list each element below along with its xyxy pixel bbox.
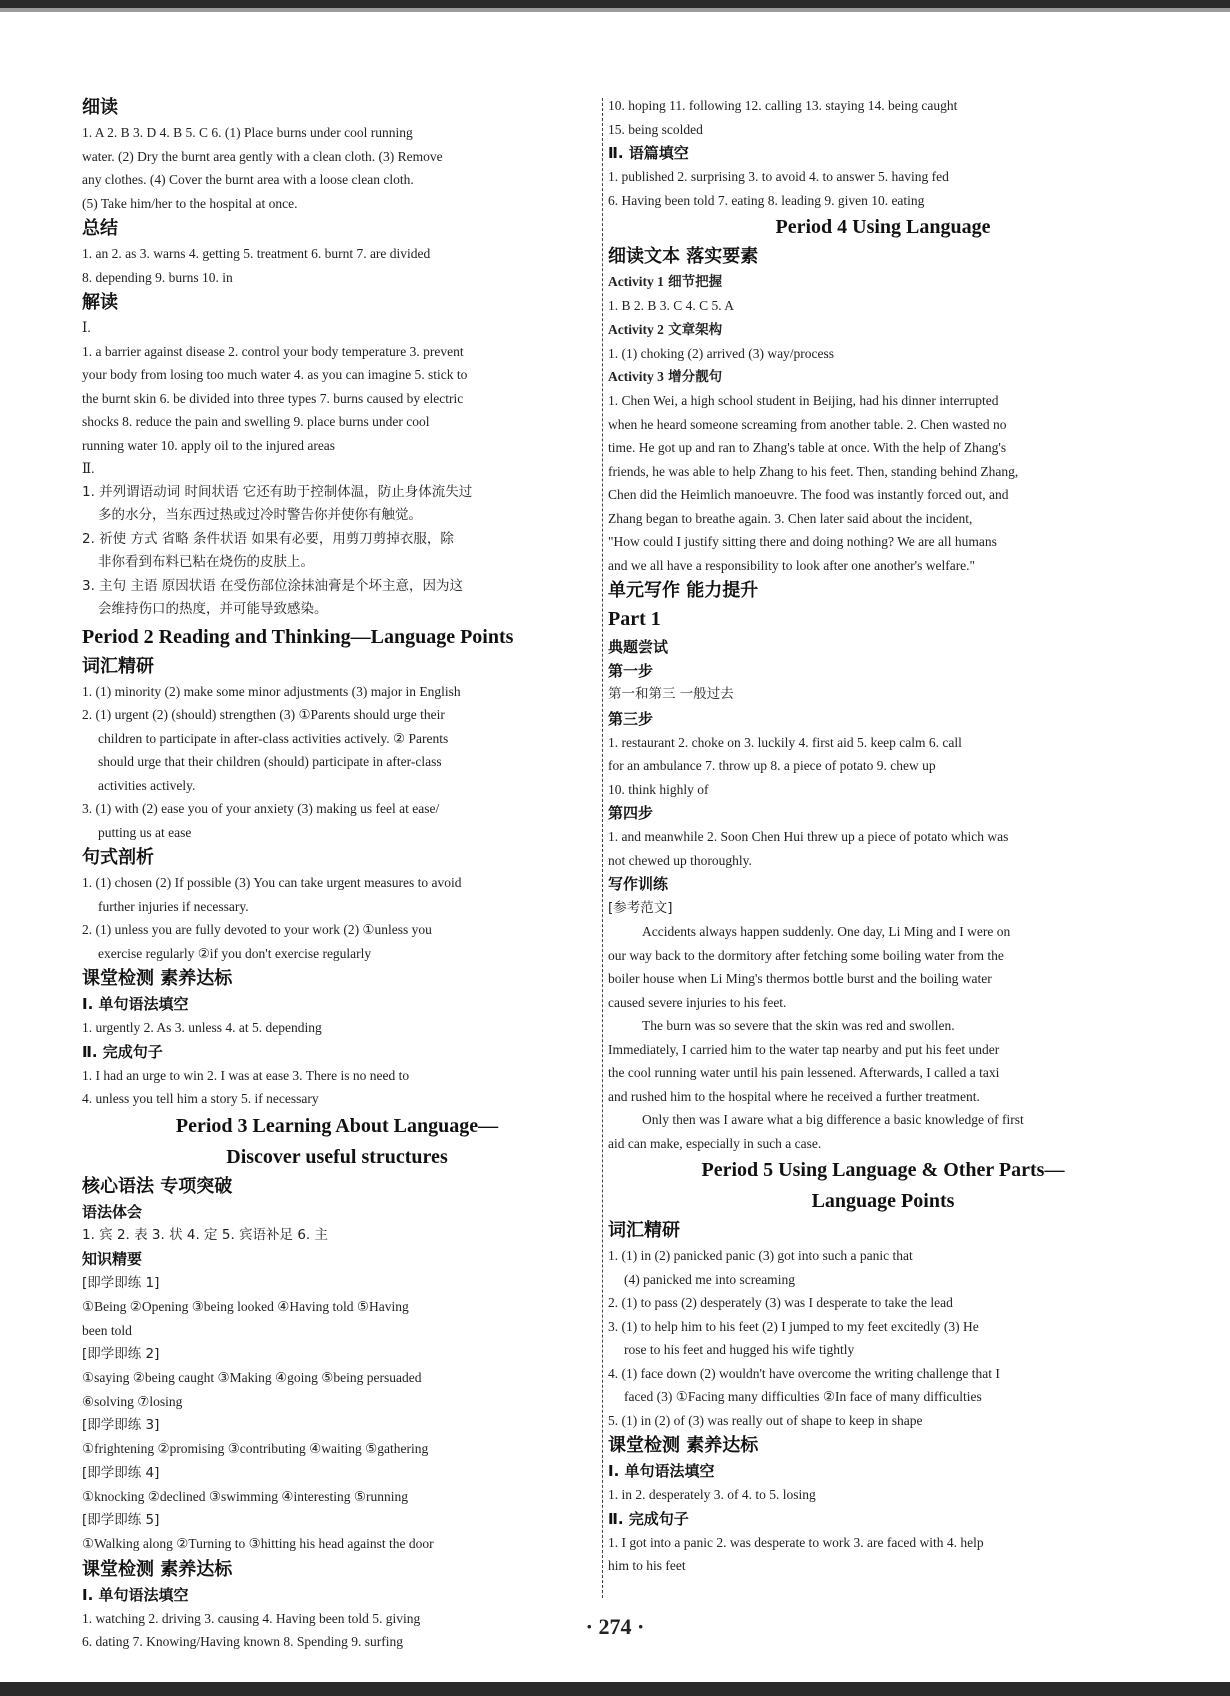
answer-line: 1. 并列谓语动词 时间状语 它还有助于控制体温，防止身体流失过	[82, 483, 473, 500]
answer-line: and rushed him to the hospital where he received a further treatment.	[608, 1088, 980, 1104]
answer-line: the burnt skin 6. be divided into three types 7. burns caused by electric	[82, 390, 464, 406]
activity-label	[608, 365, 1158, 389]
activity-number: Activity 1	[608, 274, 664, 289]
subsection-heading: Ⅱ. 完成句子	[82, 1042, 163, 1061]
answer-line: 6. dating 7. Knowing/Having known 8. Spending 9. surfing	[82, 1634, 403, 1649]
subsection-heading: Ⅰ. 单句语法填空	[608, 1462, 715, 1480]
answer-line: not chewed up thoroughly.	[608, 852, 752, 868]
answer-line: 10. think highly of	[608, 781, 709, 797]
period-title: Period 2 Reading and Thinking—Language Points	[82, 625, 514, 648]
answer-line: shocks 8. reduce the pain and swelling 9. place burns under cool	[82, 414, 430, 429]
answer-line: 15. being scolded	[608, 121, 703, 137]
section-heading: 课堂检测 素养达标	[82, 1558, 233, 1580]
answer-line: 1. 宾 2. 表 3. 状 4. 定 5. 宾语补足 6. 主	[82, 1226, 328, 1243]
answer-line: our way back to the dormitory after fetching some boiling water from the	[608, 947, 1004, 963]
section-heading: 核心语法 专项突破	[82, 1175, 233, 1197]
answer-line: him to his feet	[608, 1558, 686, 1573]
bottom-scan-edge	[0, 1682, 1230, 1696]
answer-line: ①knocking ②declined ③swimming ④interesting ⑤running	[82, 1488, 408, 1504]
bracket-label: [即学即练 2]	[82, 1346, 160, 1362]
activity-label	[608, 270, 1158, 294]
answer-line: aid can make, especially in such a case.	[608, 1135, 822, 1151]
period-title: Period 4 Using Language	[775, 216, 991, 238]
period-title: Discover useful structures	[226, 1145, 448, 1168]
subsection-heading: 第一步	[608, 662, 654, 680]
answer-line: 1. urgently 2. As 3. unless 4. at 5. depending	[82, 1020, 322, 1035]
answer-line: ①Walking along ②Turning to ③hitting his head against the door	[82, 1536, 434, 1551]
answer-line: 2. (1) to pass (2) desperately (3) was I desperate to take the lead	[608, 1295, 953, 1310]
answer-line: rose to his feet and hugged his wife tightly	[624, 1342, 855, 1357]
essay-line: Only then was I aware what a big difference a basic knowledge of first	[642, 1112, 1024, 1127]
answer-line: faced (3) ①Facing many difficulties ②In face of many difficulties	[624, 1389, 982, 1404]
answer-line: exercise regularly ②if you don't exercise regularly	[98, 945, 372, 961]
answer-line: 4. unless you tell him a story 5. if necessary	[82, 1091, 319, 1106]
part-title: Part 1	[608, 608, 661, 630]
activity-title: 增分靓句	[668, 369, 723, 385]
section-heading: 细读文本 落实要素	[608, 246, 759, 267]
answer-line: 1. and meanwhile 2. Soon Chen Hui threw up a piece of potato which was	[608, 829, 1009, 844]
essay-line: Accidents always happen suddenly. One day, Li Ming and I were on	[642, 924, 1011, 939]
subsection-heading: 写作训练	[608, 875, 669, 893]
column-divider	[602, 98, 603, 1598]
bracket-label: [即学即练 4]	[82, 1464, 160, 1481]
answer-line: 1. Chen Wei, a high school student in Beijing, had his dinner interrupted	[608, 393, 999, 408]
activity-title: 文章架构	[668, 321, 723, 338]
answer-line: water. (2) Dry the burnt area gently with a clean cloth. (3) Remove	[82, 148, 443, 164]
bracket-label: [即学即练 3]	[82, 1417, 160, 1433]
section-heading: 课堂检测 素养达标	[608, 1435, 759, 1456]
answer-line: Ⅰ.	[82, 320, 91, 335]
answer-line: 1. I had an urge to win 2. I was at ease 3. There is no need to	[82, 1067, 410, 1083]
answer-line: 多的水分，当东西过热或过冷时警告你并使你有触觉。	[98, 507, 422, 523]
answer-line: ①saying ②being caught ③Making ④going ⑤being persuaded	[82, 1370, 422, 1385]
answer-line: 3. (1) to help him to his feet (2) I jumped to my feet excitedly (3) He	[608, 1318, 979, 1334]
bracket-label: [即学即练 5]	[82, 1512, 160, 1528]
section-heading: 细读	[82, 97, 118, 118]
answer-line: 10. hoping 11. following 12. calling 13. staying 14. being caught	[608, 98, 958, 113]
section-heading: 单元写作 能力提升	[608, 580, 759, 601]
page-number: · 274 ·	[585, 1614, 645, 1639]
answer-line: (5) Take him/her to the hospital at once.	[82, 195, 298, 211]
answer-line: ⑥solving ⑦losing	[82, 1393, 183, 1409]
answer-line: 会维持伤口的热度，并可能导致感染。	[98, 601, 328, 617]
answer-line: Chen did the Heimlich manoeuvre. The food was instantly forced out, and	[608, 487, 1009, 502]
answer-line: 1. in 2. desperately 3. of 4. to 5. losing	[608, 1487, 816, 1502]
answer-line: 4. (1) face down (2) wouldn't have overcome the writing challenge that I	[608, 1365, 1000, 1381]
subsection-heading: 第四步	[608, 804, 654, 822]
answer-line: "How could I justify sitting there and doing nothing? We are all humans	[608, 534, 997, 549]
activity-label	[608, 318, 1158, 342]
answer-line: 2. (1) urgent (2) (should) strengthen (3) ①Parents should urge their	[82, 707, 445, 722]
answer-line: children to participate in after-class activities actively. ② Parents	[98, 730, 449, 746]
answer-line: the cool running water until his pain lessened. Afterwards, I called a taxi	[608, 1065, 1000, 1080]
answer-line: when he heard someone screaming from another table. 2. Chen wasted no	[608, 416, 1007, 432]
answer-line: Ⅱ.	[82, 461, 95, 476]
answer-line: 第一和第三 一般过去	[608, 686, 734, 702]
top-scan-edge-shadow	[0, 8, 1230, 12]
answer-line: 1. published 2. surprising 3. to avoid 4. to answer 5. having fed	[608, 169, 949, 184]
left-column	[82, 94, 592, 1654]
answer-line: for an ambulance 7. throw up 8. a piece of potato 9. chew up	[608, 758, 936, 773]
section-heading: 句式剖析	[82, 847, 154, 868]
subsection-heading: 第三步	[608, 709, 654, 728]
answer-line: caused severe injuries to his feet.	[608, 994, 787, 1010]
answer-line: 3. 主句 主语 原因状语 在受伤部位涂抹油膏是个坏主意，因为这	[82, 577, 464, 594]
right-column	[608, 94, 1158, 1578]
answer-line: 1. A 2. B 3. D 4. B 5. C 6. (1) Place burns under cool running	[82, 125, 413, 140]
section-heading: 总结	[82, 218, 118, 239]
essay-line: The burn was so severe that the skin was red and swollen.	[642, 1018, 955, 1033]
activity-number: Activity 3	[608, 369, 664, 384]
subsection-heading: Ⅰ. 单句语法填空	[82, 995, 189, 1013]
answer-line: 1. (1) minority (2) make some minor adjustments (3) major in English	[82, 683, 461, 699]
bracket-label: [即学即练 1]	[82, 1275, 160, 1291]
bracket-label: [参考范文]	[608, 900, 673, 916]
section-heading: 词汇精研	[608, 1220, 680, 1241]
answer-line: 1. restaurant 2. choke on 3. luckily 4. first aid 5. keep calm 6. call	[608, 734, 962, 750]
answer-line: 2. (1) unless you are fully devoted to your work (2) ①unless you	[82, 922, 432, 937]
answer-line: 1. watching 2. driving 3. causing 4. Having been told 5. giving	[82, 1610, 421, 1626]
answer-line: 2. 祈使 方式 省略 条件状语 如果有必要，用剪刀剪掉衣服，除	[82, 530, 454, 547]
answer-line: 1. B 2. B 3. C 4. C 5. A	[608, 298, 735, 313]
subsection-heading: 语法体会	[82, 1202, 143, 1221]
answer-line: should urge that their children (should) participate in after-class	[98, 754, 442, 769]
answer-line: any clothes. (4) Cover the burnt area with a loose clean cloth.	[82, 172, 414, 187]
answer-line: further injuries if necessary.	[98, 898, 249, 914]
subsection-heading: Ⅱ. 语篇填空	[608, 144, 689, 162]
answer-line: 1. (1) choking (2) arrived (3) way/process	[608, 345, 835, 361]
answer-line: putting us at ease	[98, 824, 192, 840]
answer-line: Immediately, I carried him to the water tap nearby and put his feet under	[608, 1041, 1000, 1057]
period-title: Language Points	[811, 1190, 955, 1212]
section-heading: 解读	[82, 292, 118, 313]
answer-line: running water 10. apply oil to the injured areas	[82, 437, 336, 453]
subsection-heading: 知识精要	[82, 1250, 143, 1268]
answer-line: 1. I got into a panic 2. was desperate to work 3. are faced with 4. help	[608, 1534, 984, 1550]
activity-title: 细节把握	[668, 274, 723, 290]
subsection-heading: 典题尝试	[608, 638, 669, 656]
top-scan-edge	[0, 0, 1230, 8]
period-title: Period 3 Learning About Language—	[175, 1114, 499, 1137]
answer-line: time. He got up and ran to Zhang's table at once. With the help of Zhang's	[608, 440, 1007, 455]
subsection-heading: Ⅱ. 完成句子	[608, 1509, 689, 1528]
answer-line: friends, he was able to help Zhang to his feet. Then, standing behind Zhang,	[608, 463, 1019, 479]
answer-line: and we all have a responsibility to look after one another's welfare."	[608, 557, 976, 573]
answer-line: your body from losing too much water 4. as you can imagine 5. stick to	[82, 367, 468, 382]
answer-line: 5. (1) in (2) of (3) was really out of shape to keep in shape	[608, 1412, 923, 1428]
answer-line: 6. Having been told 7. eating 8. leading 9. given 10. eating	[608, 192, 925, 208]
answer-line: Zhang began to breathe again. 3. Chen later said about the incident,	[608, 510, 973, 526]
answer-line: boiler house when Li Ming's thermos bottle burst and the boiling water	[608, 971, 992, 986]
answer-line: been told	[82, 1322, 132, 1338]
section-heading: 课堂检测 素养达标	[82, 968, 233, 989]
activity-number: Activity 2	[608, 321, 664, 337]
period-title: Period 5 Using Language & Other Parts—	[701, 1159, 1065, 1181]
section-heading: 词汇精研	[82, 655, 154, 677]
answer-line: 1. (1) in (2) panicked panic (3) got into such a panic that	[608, 1248, 913, 1263]
answer-line: (4) panicked me into screaming	[624, 1271, 795, 1287]
subsection-heading: Ⅰ. 单句语法填空	[82, 1585, 189, 1604]
answer-line: ①Being ②Opening ③being looked ④Having told ⑤Having	[82, 1299, 409, 1314]
answer-line: 8. depending 9. burns 10. in	[82, 269, 233, 285]
answer-line: 3. (1) with (2) ease you of your anxiety (3) making us feel at ease/	[82, 801, 440, 816]
answer-line: 1. a barrier against disease 2. control your body temperature 3. prevent	[82, 343, 464, 359]
answer-line: 1. an 2. as 3. warns 4. getting 5. treatment 6. burnt 7. are divided	[82, 246, 431, 261]
answer-line: ①frightening ②promising ③contributing ④waiting ⑤gathering	[82, 1441, 429, 1456]
answer-line: activities actively.	[98, 777, 196, 793]
answer-line: 非你看到布料已粘在烧伤的皮肤上。	[98, 554, 314, 570]
answer-line: 1. (1) chosen (2) If possible (3) You can take urgent measures to avoid	[82, 875, 462, 890]
